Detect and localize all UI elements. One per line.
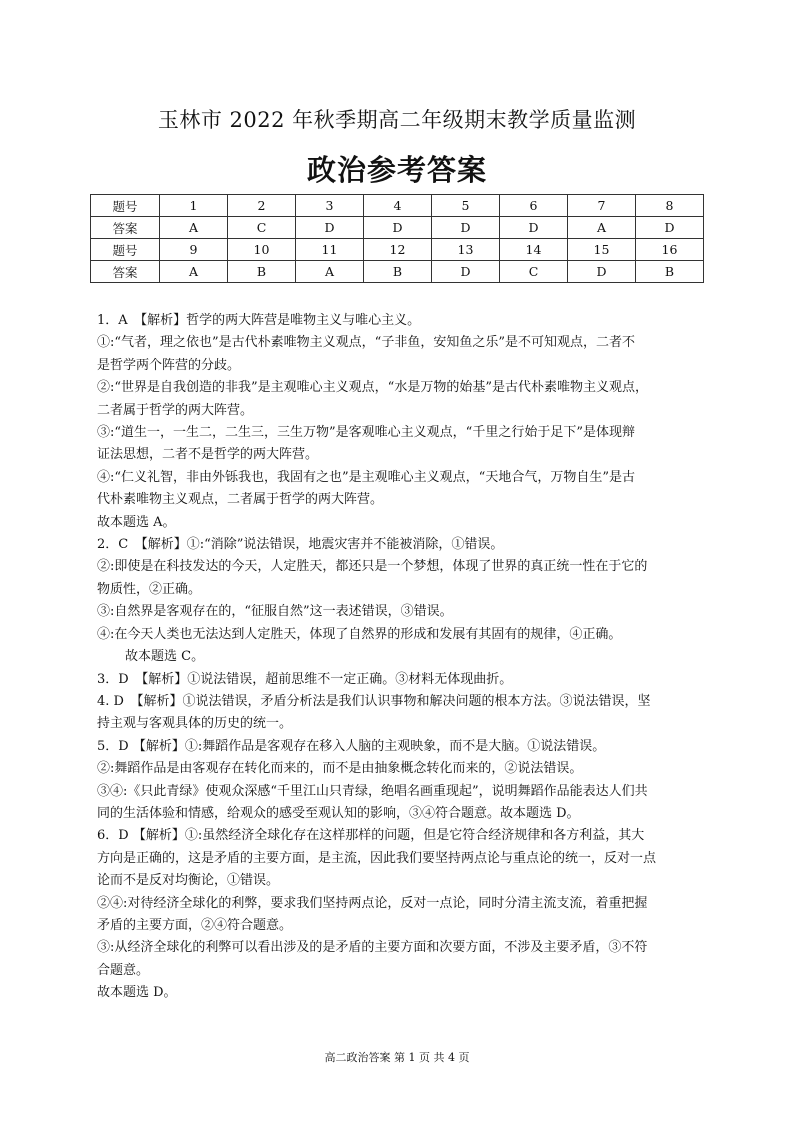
table-cell: A [160,261,228,283]
table-row [91,261,704,283]
row-label: 题号 [91,195,160,217]
text-line: ④:“仁义礼智，非由外铄我也，我固有之也”是主观唯心主义观点，“天地合气，万物自生”是古 [97,469,635,485]
document-subtitle: 政治参考答案 [306,153,487,187]
answer-table [90,194,704,283]
table-cell: D [432,217,500,239]
text-line: ①:“气者，理之依也”是古代朴素唯物主义观点，“子非鱼，安知鱼之乐”是不可知观点，二者不 [97,335,635,351]
table-cell: C [228,217,296,239]
text-line: 4. D 【解析】①说法错误，矛盾分析法是我们认识事物和解决问题的根本方法。③说法错误，坚 [97,693,651,709]
table-cell: D [296,217,364,239]
table-cell: 9 [160,239,228,261]
table-row [91,217,704,239]
text-line: 1．A 【解析】哲学的两大阵营是唯物主义与唯心主义。 [97,313,421,328]
row-label: 答案 [91,261,160,283]
table-cell: 7 [568,195,636,217]
table-cell: A [160,217,228,239]
table-cell: 15 [568,239,636,261]
table-cell: 4 [364,195,432,217]
text-line: ④:在今天人类也无法达到人定胜天，体现了自然界的形成和发展有其固有的规律，④正确。 [97,626,622,642]
table-cell: 11 [296,239,364,261]
text-line: 故本题选 A。 [97,514,176,530]
text-line: 是哲学两个阵营的分歧。 [97,357,241,373]
table-cell: A [296,261,364,283]
text-line: 6．D 【解析】①:虽然经济全球化存在这样那样的问题，但是它符合经济规律和各方利益，其大 [97,828,645,844]
text-line: 2．C 【解析】①:“消除”说法错误，地震灾害并不能被消除，①错误。 [97,537,504,553]
text-line: 二者属于哲学的两大阵营。 [97,402,254,418]
table-cell: B [636,261,704,283]
table-cell: D [568,261,636,283]
table-row [91,239,704,261]
page-footer: 高二政治答案 第 1 页 共 4 页 [324,1051,470,1064]
table-cell: 5 [432,195,500,217]
table-cell: 10 [228,239,296,261]
text-line: 论而不是反对均衡论，①错误。 [97,873,280,889]
table-cell: 14 [500,239,568,261]
text-line: ③:“道生一，一生二，二生三，三生万物”是客观唯心主义观点，“千里之行始于足下”是体现辩 [97,425,635,441]
text-line: ③:自然界是客观存在的，“征服自然”这一表述错误，③错误。 [97,604,453,620]
text-line: 故本题选 D。 [97,985,177,1001]
table-cell: B [228,261,296,283]
text-line: 同的生活体验和情感，给观众的感受至观认知的影响，③④符合题意。故本题选 D。 [97,805,580,821]
text-line: ②:即使是在科技发达的今天，人定胜天，都还只是一个梦想，体现了世界的真正统一性在于它的 [97,559,648,575]
text-line: 方向是正确的，这是矛盾的主要方面，是主流，因此我们要坚持两点论与重点论的统一，反对一点 [97,850,657,866]
row-label: 答案 [91,217,160,239]
document-title: 玉林市 2022 年秋季期高二年级期末教学质量监测 [157,108,637,132]
table-cell: D [500,217,568,239]
answer-explanations [97,310,699,1005]
table-cell: D [364,217,432,239]
text-line: 物质性，②正确。 [97,581,202,597]
table-row [91,195,704,217]
text-line: 合题意。 [97,962,150,978]
table-cell: A [568,217,636,239]
table-cell: 12 [364,239,432,261]
table-cell: 3 [296,195,364,217]
table-cell: 6 [500,195,568,217]
text-line: 矛盾的主要方面，②④符合题意。 [97,917,293,933]
text-line: 5．D 【解析】①:舞蹈作品是客观存在移入人脑的主观映象，而不是大脑。①说法错误。 [97,738,606,754]
table-cell: D [636,217,704,239]
text-line: ②④:对待经济全球化的利弊，要求我们坚持两点论，反对一点论，同时分清主流支流，着重把握 [97,895,648,911]
table-cell: 13 [432,239,500,261]
text-line: 证法思想，二者不是哲学的两大阵营。 [97,447,319,463]
text-line: 持主观与客观具体的历史的统一。 [97,716,293,732]
table-cell: D [432,261,500,283]
text-line: ②:舞蹈作品是由客观存在转化而来的，而不是由抽象概念转化而来的，②说法错误。 [97,761,583,777]
table-cell: 16 [636,239,704,261]
table-cell: C [500,261,568,283]
text-line: ③:从经济全球化的利弊可以看出涉及的是矛盾的主要方面和次要方面，不涉及主要矛盾，③不符 [97,940,648,956]
row-label: 题号 [91,239,160,261]
table-cell: 2 [228,195,296,217]
text-line: 代朴素唯物主义观点，二者属于哲学的两大阵营。 [97,492,384,508]
text-line: 3．D 【解析】①说法错误，超前思维不一定正确。③材料无体现曲折。 [97,671,513,687]
table-cell: 1 [160,195,228,217]
table-cell: 8 [636,195,704,217]
table-cell: B [364,261,432,283]
text-line: 故本题选 C。 [125,649,205,665]
text-line: ③④:《只此青绿》使观众深感“千里江山只青绿，绝唱名画重现起”，说明舞蹈作品能表达人们共 [97,783,648,799]
text-line: ②:“世界是自我创造的非我”是主观唯心主义观点，“水是万物的始基”是古代朴素唯物主义观点， [97,380,648,396]
